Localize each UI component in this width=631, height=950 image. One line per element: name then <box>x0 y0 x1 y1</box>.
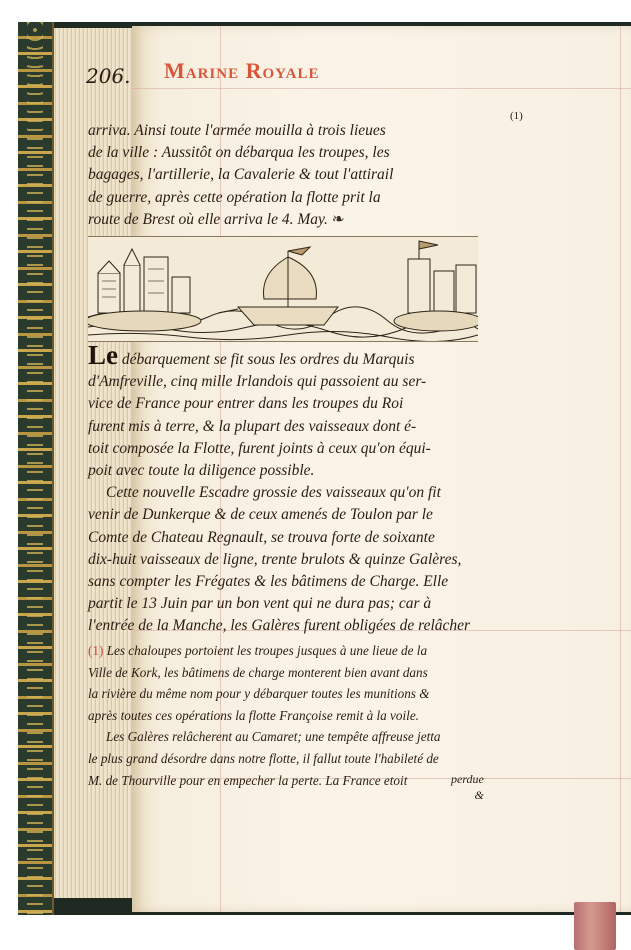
footnote-line: Les Galères relâcherent au Camaret; une tempête affreuse jetta <box>106 729 441 745</box>
note-reference-marker: (1) <box>510 110 523 122</box>
flourish-icon: ❧ <box>331 210 345 228</box>
text-line: de guerre, après cette opération la flotte prit la <box>88 188 381 206</box>
footnote-line: M. de Thourville pour en empecher la perte. La France etoit <box>88 772 408 788</box>
gilded-spine-border <box>18 22 54 915</box>
text-line: toit composée la Flotte, furent joints à ceux qu'on équi- <box>88 439 431 457</box>
engraved-illustration <box>88 236 478 342</box>
margin-rule-top <box>132 88 631 89</box>
footnotes <box>88 640 488 791</box>
footnote-marker: (1) <box>88 643 104 658</box>
main-text-bottom <box>88 340 488 638</box>
footnote-line: la rivière du même nom pour y débarquer toutes les munitions & <box>88 686 430 702</box>
harbor-scene-with-ship-and-fortresses-icon <box>88 237 478 341</box>
running-head: Marine Royale <box>164 58 320 83</box>
text-line: venir de Dunkerque & de ceux amenés de Toulon par le <box>88 506 433 524</box>
text-line: vice de France pour entrer dans les troupes du Roi <box>88 395 404 413</box>
text-line: arriva. Ainsi toute l'armée mouilla à trois lieues <box>88 122 386 139</box>
catchword <box>451 772 484 802</box>
text-line: Le débarquement se fit sous les ordres du Marquis <box>88 340 415 370</box>
text-line: dix-huit vaisseaux de ligne, trente brulots & quinze Galères, <box>88 550 462 568</box>
margin-rule-right <box>620 26 621 912</box>
bookmark-ribbon <box>574 902 616 950</box>
catchword-text: perdue <box>451 772 484 786</box>
text-line: poit avec toute la diligence possible. <box>88 462 315 480</box>
text-line: sans compter les Frégates & les bâtimens de Charge. Elle <box>88 573 449 591</box>
text-line: l'entrée de la Manche, les Galères furent obligées de relâcher <box>88 617 471 635</box>
text-line: Comte de Chateau Regnault, se trouva forte de soixante <box>88 528 435 546</box>
text-line: furent mis à terre, & la plupart des vaisseaux dont é- <box>88 417 417 435</box>
page-header <box>86 54 486 86</box>
page-number: 206. <box>86 64 131 88</box>
catchword-next: & <box>474 788 484 802</box>
text-line: Cette nouvelle Escadre grossie des vaisseaux qu'on fit <box>106 484 441 502</box>
drop-cap: Le <box>88 340 118 370</box>
text-line: route de Brest où elle arriva le 4. May. ❧ <box>88 210 345 228</box>
footnote-line: après toutes ces opérations la flotte Françoise remit à la voile. <box>88 707 419 723</box>
footnote-line: le plus grand désordre dans notre flotte, il fallut toute l'habileté de <box>88 750 439 766</box>
footnote-line: (1) Les chaloupes portoient les troupes jusques à une lieue de la <box>88 643 428 658</box>
footnote-line: Ville de Kork, les bâtimens de charge monterent bien avant dans <box>88 664 428 680</box>
main-text-top <box>88 120 488 231</box>
text-line: bagages, l'artillerie, la Cavalerie & tout l'attirail <box>88 166 394 184</box>
text-line: d'Amfreville, cinq mille Irlandois qui passoient au ser- <box>88 373 427 391</box>
text-line: de la ville : Aussitôt on débarqua les troupes, les <box>88 144 390 162</box>
text-line: partit le 13 Juin par un bon vent qui ne dura pas; car à <box>88 595 432 613</box>
